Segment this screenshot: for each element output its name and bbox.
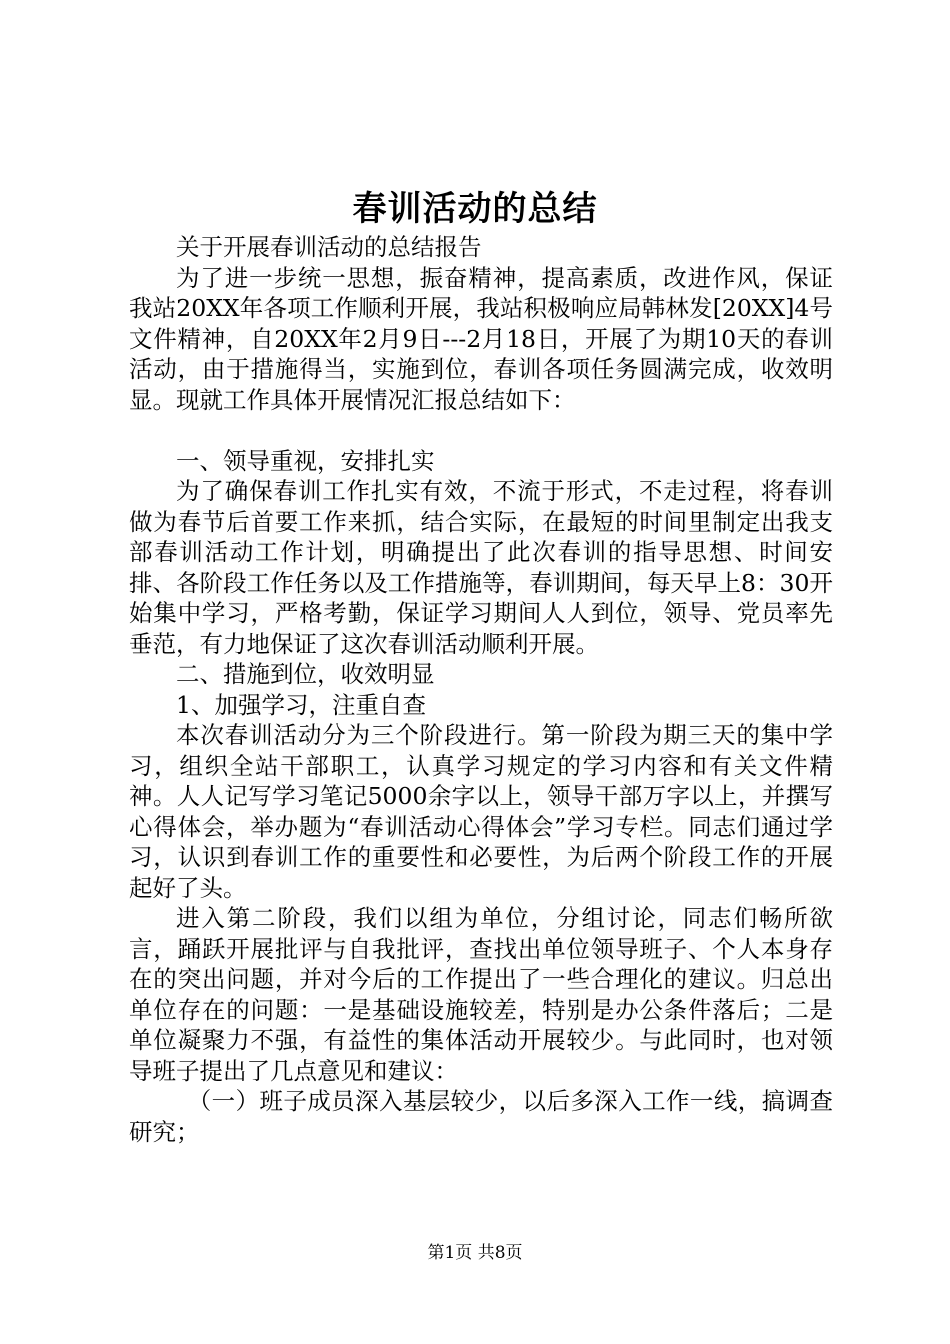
stage-one-paragraph: 本次春训活动分为三个阶段进行。第一阶段为期三天的集中学习，组织全站干部职工，认真学习规定的学习内容和有关文件精神。人人记写学习笔记5000余字以上，领导干部万字以上，并撰写心得体会，举办题为“春训活动心得体会”学习专栏。同志们通过学习，认识到春训工作的重要性和必要性，为后两个阶段工作的开展起好了头。 — [129, 721, 833, 902]
section-heading-2: 二、措施到位，收效明显 — [176, 660, 435, 688]
section-heading-1: 一、领导重视，安排扎实 — [176, 446, 435, 475]
suggestion-item-1: （一）班子成员深入基层较少，以后多深入工作一线，搞调查研究； — [129, 1087, 833, 1146]
subsection-heading-1: 1、加强学习，注重自查 — [176, 690, 426, 719]
page-footer: 第1页 共8页 — [427, 1243, 523, 1263]
intro-paragraph: 为了进一步统一思想，振奋精神，提高素质，改进作风，保证我站20XX年各项工作顺利开展，我站积极响应局韩林发[20XX]4号文件精神，自20XX年2月9日---2月18日，开展了为期10天的春训活动，由于措施得当，实施到位，春训各项任务圆满完成，收效明显。现就工作具体开展情况汇报总结如下： — [129, 263, 833, 414]
document-body — [129, 232, 833, 1147]
report-heading: 关于开展春训活动的总结报告 — [176, 233, 482, 261]
stage-two-paragraph: 进入第二阶段，我们以组为单位，分组讨论，同志们畅所欲言，踊跃开展批评与自我批评，查找出单位领导班子、个人本身存在的突出问题，并对今后的工作提出了一些合理化的建议。归总出单位存在的问题：一是基础设施较差，特别是办公条件落后；二是单位凝聚力不强，有益性的集体活动开展较少。与此同时，也对领导班子提出了几点意见和建议： — [129, 904, 833, 1085]
section-1-paragraph: 为了确保春训工作扎实有效，不流于形式，不走过程，将春训做为春节后首要工作来抓，结合实际，在最短的时间里制定出我支部春训活动工作计划，明确提出了此次春训的指导思想、时间安排、各阶段工作任务以及工作措施等，春训期间，每天早上8：30开始集中学习，严格考勤，保证学习期间人人到位，领导、党员率先垂范，有力地保证了这次春训活动顺利开展。 — [129, 477, 833, 658]
document-title: 春训活动的总结 — [352, 189, 598, 229]
